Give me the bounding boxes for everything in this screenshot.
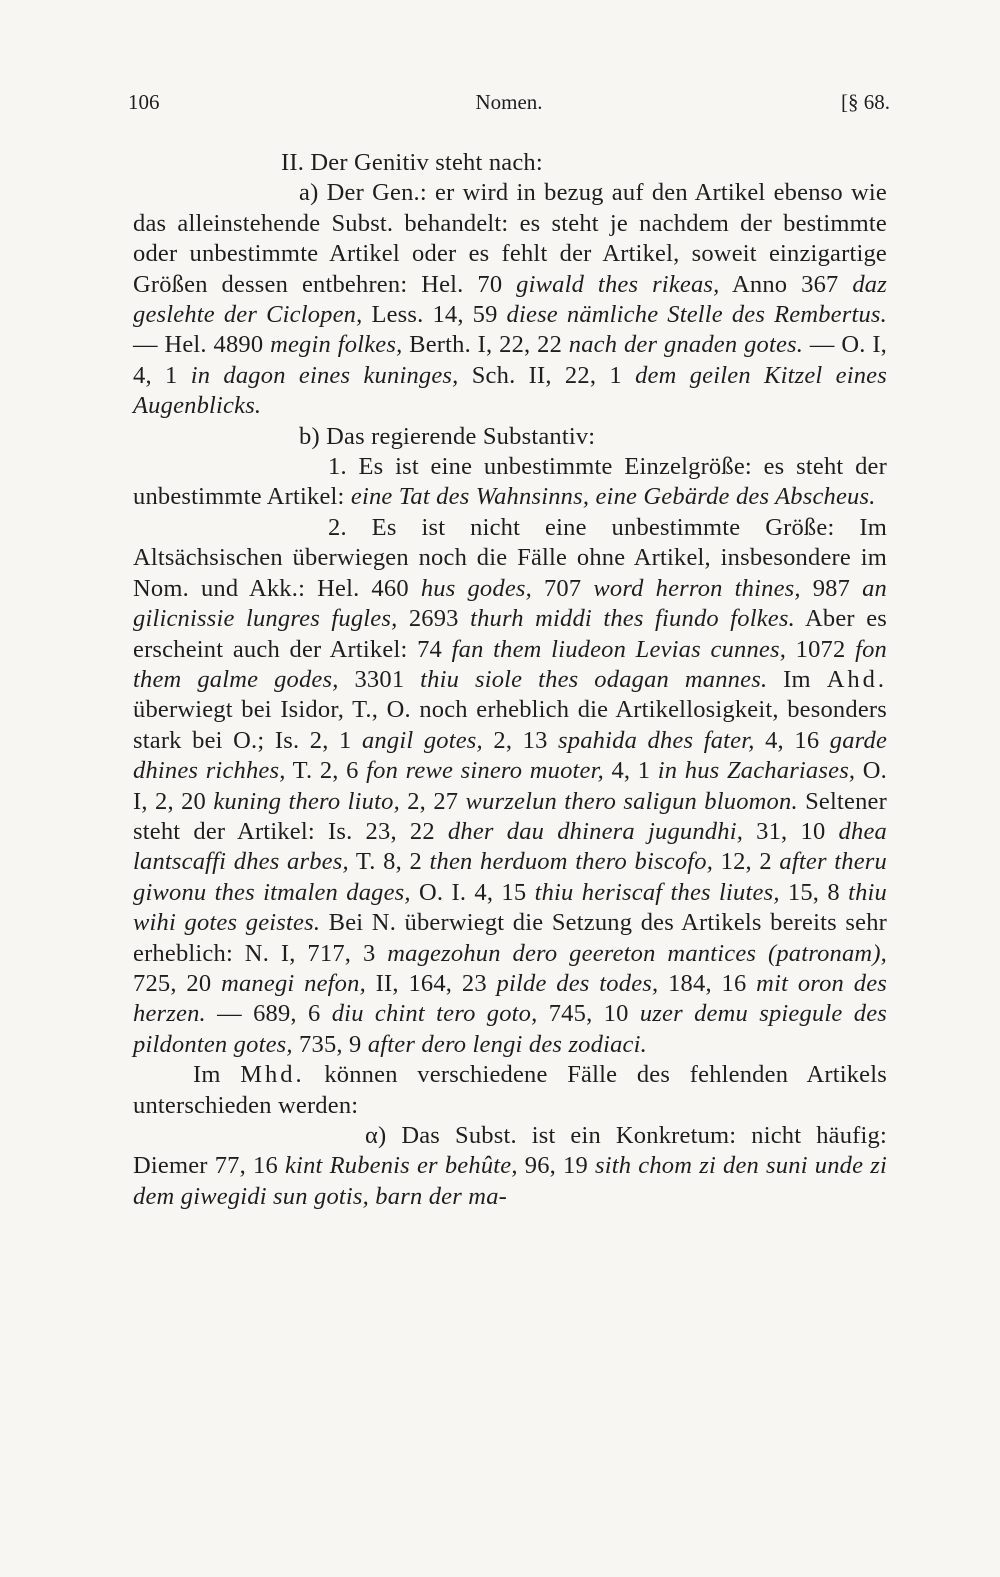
text-run: Im (767, 665, 827, 693)
running-title: Nomen. (475, 90, 543, 114)
citation-quote: fan them liudeon Levias cunnes, (451, 635, 787, 663)
text-run: 184, 16 (658, 969, 757, 997)
citation-quote: fon rewe sinero muoter, (366, 757, 604, 785)
text-run: 3301 (338, 665, 421, 693)
text-run: 745, 10 (537, 1000, 640, 1028)
text-run: 2. Es ist nicht eine unbestimmte Größe: Im Altsächsischen überwiegen noch die Fälle ohne Artikel, insbesondere im Nom. und Akk.: Hel. 460 (133, 513, 887, 602)
citation-quote: manegi nefon, (221, 969, 366, 997)
paragraph-unbestimmte-einzelgroesse (133, 452, 887, 513)
text-run: — O. I, 4, 1 (133, 331, 888, 389)
citation-quote: diu chint tero goto, (331, 1000, 538, 1028)
text-run: 735, 9 (292, 1030, 368, 1058)
text-run: Sch. II, 22, 1 (458, 361, 636, 389)
text-run: 1. Es ist eine unbestimmte Einzelgröße: es steht der unbestimmte Artikel: (133, 453, 887, 511)
citation-quote: magezohun dero geereton mantices (patronam), (387, 939, 887, 967)
paragraph-regierendes-substantiv-heading: b) Das regierende Substantiv: (299, 422, 596, 450)
text-run: T. 2, 6 (285, 757, 367, 785)
text-run: 1072 (786, 635, 856, 663)
citation-quote: mit oron des herzen. (133, 969, 888, 1028)
citation-quote: thiu wihi gotes geistes. (133, 878, 888, 937)
citation-quote: sith chom zi den suni unde zi dem giwegidi sun gotis, barn der ma- (133, 1152, 887, 1210)
text-run: 707 (531, 574, 594, 602)
citation-quote: pilde des todes, (496, 969, 659, 997)
citation-quote: fon them galme godes, (133, 635, 887, 693)
citation-quote: dem geilen Kitzel eines Augenblicks. (133, 361, 887, 420)
citation-quote: uzer demu spiegule des pildonten gotes, (133, 1000, 888, 1058)
citation-quote: after theru giwonu thes itmalen dages, (133, 848, 887, 906)
citation-quote: dhea lantscaffi dhes arbes, (133, 817, 887, 876)
citation-quote: spahida dhes fater, (558, 726, 755, 754)
citation-quote: giwald thes rikeas, (516, 270, 720, 298)
paragraph-genitiv-heading: II. Der Genitiv steht nach: (281, 149, 543, 176)
text-run: überwiegt bei Isidor, T., O. noch erheblich die Artikellosigkeit, besonders stark bei O.; Is. 2, 1 (133, 696, 887, 754)
section-reference: [§ 68. (841, 90, 890, 114)
text-run: 15, 8 (779, 878, 849, 906)
text-run: — 689, 6 (205, 1000, 332, 1028)
paragraph-nicht-unbestimmte-groesse (133, 513, 887, 1060)
text-run: 96, 19 (517, 1152, 596, 1180)
text-run: 725, 20 (133, 969, 222, 997)
text-run: 2693 (397, 605, 471, 633)
citation-quote: dher dau dhinera jugundhi, (447, 817, 744, 845)
citation-quote: after dero lengi des zodiaci. (367, 1030, 647, 1058)
citation-quote: megin folkes, (270, 331, 403, 359)
citation-quote: angil gotes, (361, 726, 483, 754)
text-run: 2, 13 (482, 726, 559, 754)
text-run: Bei N. überwiegt die Setzung des Artikels bereits sehr erheblich: N. I, 717, 3 (133, 909, 887, 967)
text-run: 2, 27 (399, 787, 466, 815)
page-number: 106 (128, 90, 160, 114)
text-run: können verschiedene Fälle des fehlenden Artikels unterschieden werden: (133, 1061, 887, 1119)
text-run: Anno 367 (719, 270, 853, 298)
text-run: Less. 14, 59 (362, 301, 507, 329)
citation-quote: word herron thines, (593, 574, 801, 602)
paragraph-der-genitiv (133, 178, 887, 421)
text-run: II, 164, 23 (365, 969, 497, 997)
citation-quote: wurzelun thero saligun bluomon. (465, 787, 798, 815)
page-header (128, 90, 890, 122)
citation-quote: garde dhines richhes, (133, 726, 888, 785)
text-run: O. I, 2, 20 (133, 757, 888, 815)
text-run: 4, 1 (603, 757, 658, 785)
text-run: Im (193, 1061, 241, 1089)
text-run: Berth. I, 22, 22 (402, 331, 569, 359)
citation-quote: eine Tat des Wahnsinns, eine Gebärde des Abscheus. (350, 483, 876, 511)
paragraph-mhd (133, 1060, 887, 1121)
citation-quote: an gilicnissie lungres fugles, (133, 574, 888, 633)
citation-quote: diese nämliche Stelle des Rembertus. (506, 301, 887, 329)
citation-quote: thiu siole thes odagan mannes. (420, 665, 768, 693)
citation-quote: hus godes, (420, 574, 532, 602)
text-run: Aber es erscheint auch der Artikel: 74 (133, 605, 887, 663)
citation-quote: thiu heriscaf thes liutes, (534, 878, 780, 906)
text-run: T. 8, 2 (348, 848, 430, 876)
text-run: 12, 2 (713, 848, 780, 876)
citation-quote: then herduom thero biscofo, (429, 848, 714, 876)
page-body (133, 148, 887, 1212)
text-run: 987 (800, 574, 863, 602)
text-run: — Hel. 4890 (133, 331, 271, 359)
text-run: a) Der Gen.: er wird in bezug auf den Artikel ebenso wie das alleinstehende Subst. behandelt: es steht je nachdem der bestimmte oder unbestimmte Artikel oder es fehlt der Artikel, soweit einzigartige Größen dessen entbehren: Hel. 70 (133, 179, 887, 298)
spaced-term: Mhd. (240, 1061, 305, 1089)
citation-quote: in dagon eines kuninges, (190, 361, 459, 389)
citation-quote: kint Rubenis er behûte, (284, 1152, 518, 1180)
paragraph-konkretum (133, 1121, 887, 1212)
spaced-term: Ahd. (826, 665, 888, 693)
text-run: 31, 10 (743, 817, 839, 845)
citation-quote: daz geslehte der Ciclopen, (133, 270, 887, 329)
text-run: α) Das Subst. ist ein Konkretum: nicht häufig: Diemer 77, 16 (133, 1122, 887, 1180)
text-run: O. I. 4, 15 (410, 878, 535, 906)
citation-quote: nach der gnaden gotes. (568, 331, 804, 359)
citation-quote: kuning thero liuto, (213, 787, 400, 815)
text-run: 4, 16 (754, 726, 830, 754)
citation-quote: thurh middi thes fiundo folkes. (470, 605, 795, 633)
citation-quote: in hus Zachariases, (657, 757, 856, 785)
text-run: Seltener steht der Artikel: Is. 23, 22 (133, 787, 887, 845)
